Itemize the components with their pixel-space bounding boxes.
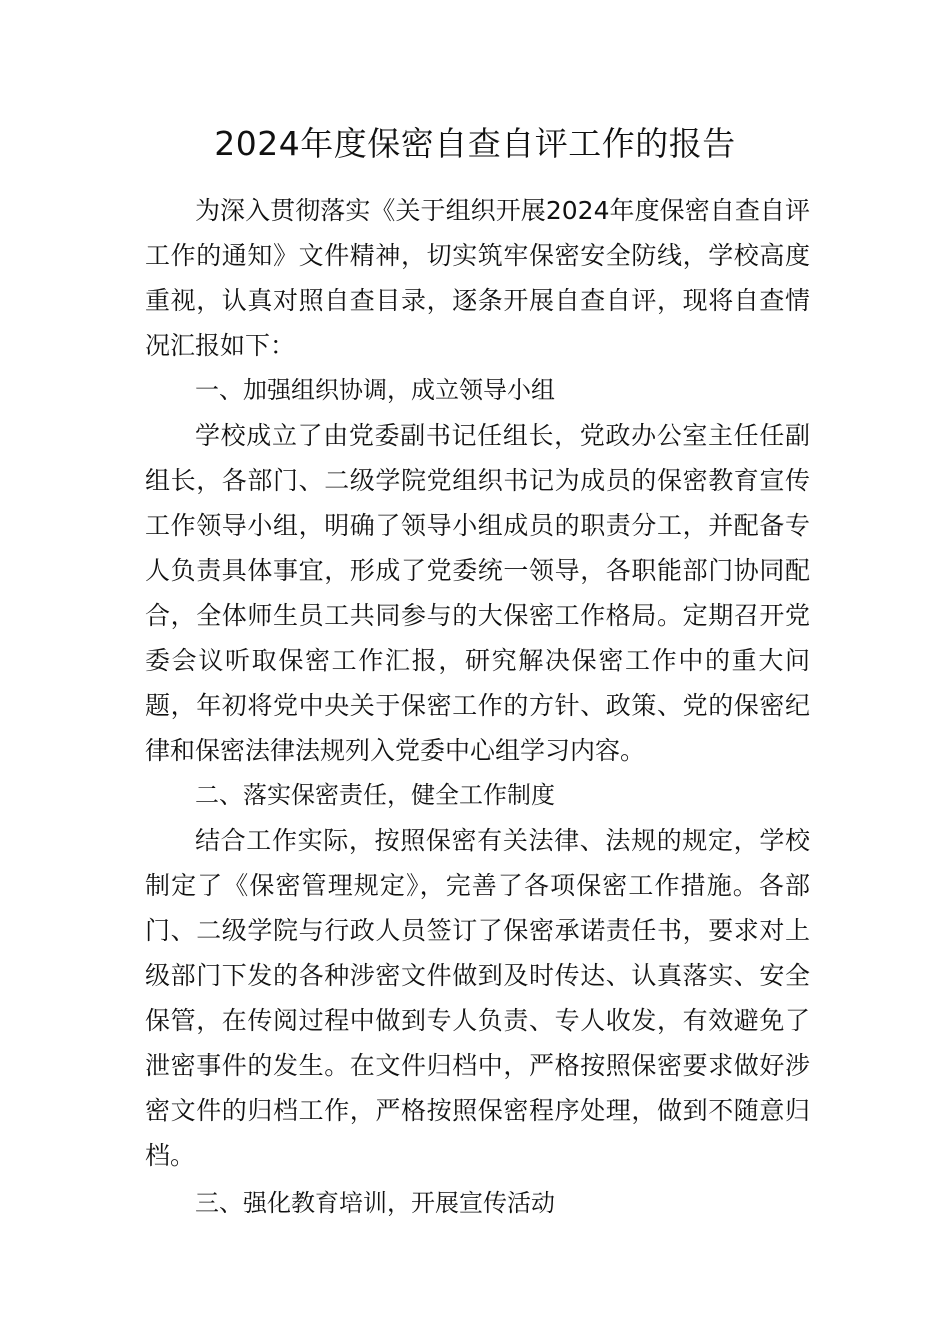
intro-paragraph: 为深入贯彻落实《关于组织开展2024年度保密自查自评工作的通知》文件精神，切实筑牢保密安全防线，学校高度重视，认真对照自查目录，逐条开展自查自评，现将自查情况汇报如下：	[145, 196, 810, 360]
section-body-1: 学校成立了由党委副书记任组长，党政办公室主任任副组长，各部门、二级学院党组织书记为成员的保密教育宣传工作领导小组，明确了领导小组成员的职责分工，并配备专人负责具体事宜，形成了党委统一领导，各职能部门协同配合，全体师生员工共同参与的大保密工作格局。定期召开党委会议听取保密工作汇报，研究解决保密工作中的重大问题，年初将党中央关于保密工作的方针、政策、党的保密纪律和保密法律法规列入党委中心组学习内容。	[145, 421, 810, 765]
section-heading-3: 三、强化教育培训，开展宣传活动	[195, 1189, 555, 1217]
section-body-2: 结合工作实际，按照保密有关法律、法规的规定，学校制定了《保密管理规定》，完善了各项保密工作措施。各部门、二级学院与行政人员签订了保密承诺责任书，要求对上级部门下发的各种涉密文件做到及时传达、认真落实、安全保管，在传阅过程中做到专人负责、专人收发，有效避免了泄密事件的发生。在文件归档中，严格按照保密要求做好涉密文件的归档工作，严格按照保密程序处理，做到不随意归档。	[145, 826, 810, 1170]
section-heading-1: 一、加强组织协调，成立领导小组	[195, 376, 555, 404]
document-title: 2024年度保密自查自评工作的报告	[214, 124, 736, 163]
document-body	[145, 188, 810, 1226]
section-heading-2: 二、落实保密责任，健全工作制度	[195, 781, 555, 809]
